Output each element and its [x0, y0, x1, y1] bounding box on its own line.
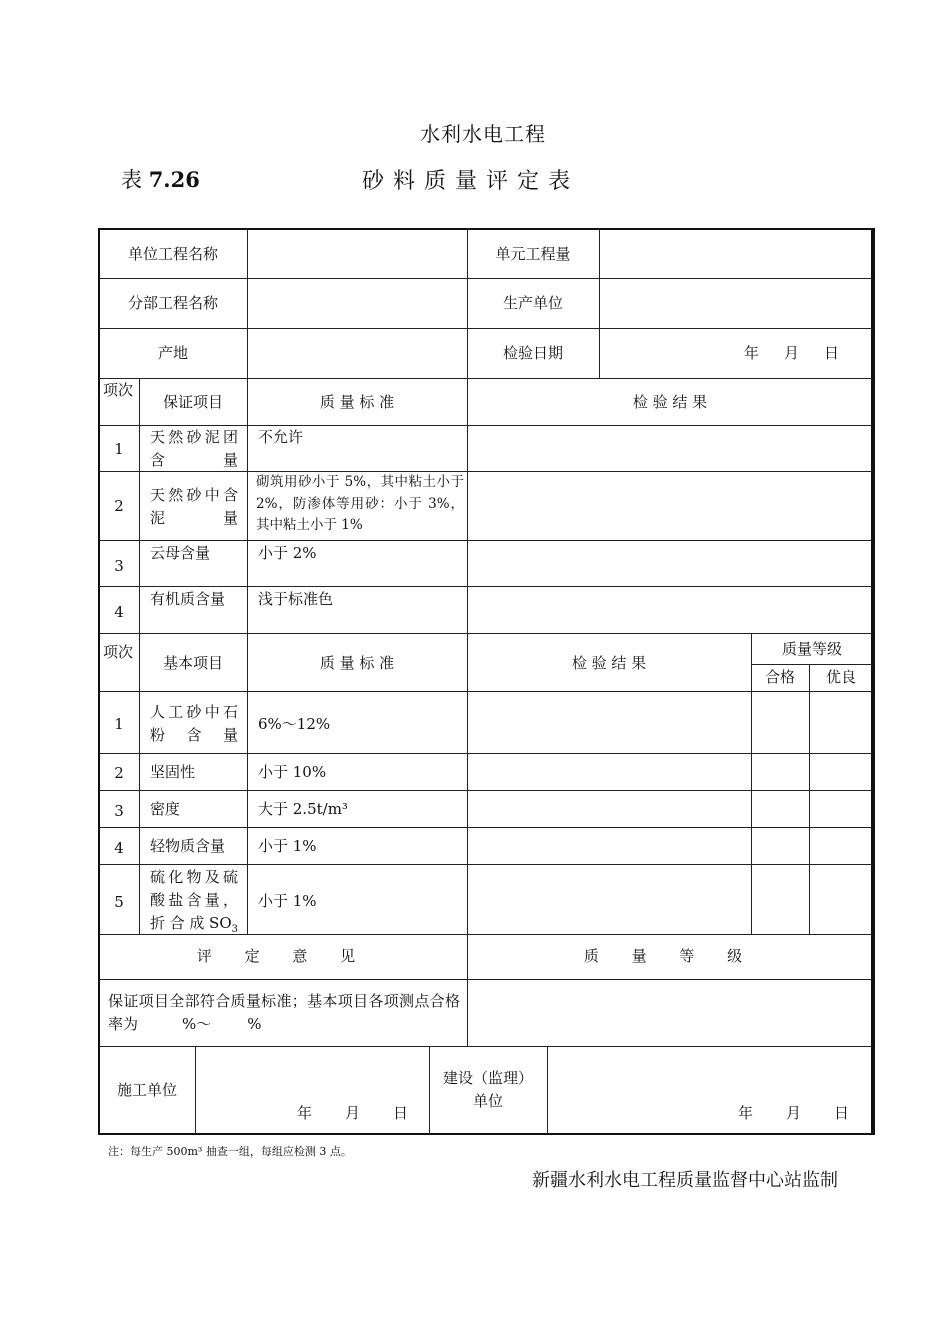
basic-row-2-standard: 小于 10% [258, 763, 327, 781]
form-table-double-border [873, 228, 875, 1135]
supervision-unit-label-2: 单位 [472, 1092, 503, 1110]
basic-row-2-item: 坚固性 [150, 763, 196, 781]
guarantee-row-1-no: 1 [114, 440, 124, 458]
construction-date-year: 年 [297, 1104, 313, 1122]
evaluation-opinion-text [108, 990, 460, 1036]
supervision-unit-label-1: 建设（监理） [442, 1069, 533, 1087]
inspection-date-label: 检验日期 [502, 344, 563, 362]
guarantee-row-3-item: 云母含量 [150, 544, 211, 562]
row-line [99, 1046, 873, 1047]
super-title: 水利水电工程 [420, 122, 546, 146]
basic-col-item: 基本项目 [162, 654, 223, 672]
page-title: 砂料质量评定表 [362, 169, 580, 194]
division-project-name-label: 分部工程名称 [127, 294, 218, 312]
row-line [99, 633, 873, 634]
basic-col-standard: 质 量 标 准 [319, 654, 395, 672]
construction-date-day: 日 [393, 1104, 409, 1122]
col-line [547, 1046, 548, 1134]
construction-date-month: 月 [345, 1104, 361, 1122]
guarantee-col-no: 项次 [103, 381, 134, 399]
supervision-date-day: 日 [834, 1104, 850, 1122]
table-number-value: 7.26 [148, 167, 200, 192]
basic-row-4-standard: 小于 1% [258, 837, 317, 855]
guarantee-row-4-standard: 浅于标准色 [258, 590, 334, 608]
guarantee-row-1-standard: 不允许 [258, 428, 304, 446]
guarantee-row-2-item: 天然砂中含泥量 [150, 486, 238, 527]
row-line [99, 378, 873, 379]
basic-row-1-item: 人工砂中石粉含量 [150, 703, 238, 744]
row-line [99, 827, 873, 828]
evaluation-opinion-sentence: 保证项目全部符合质量标准；基本项目各项测点合格率为 [108, 992, 460, 1033]
guarantee-col-standard: 质 量 标 准 [319, 393, 395, 411]
basic-col-pass: 合格 [764, 668, 795, 686]
row-line [99, 586, 873, 587]
basic-row-3-no: 3 [114, 802, 124, 820]
basic-row-1-standard: 6%～12% [258, 715, 331, 733]
guarantee-col-item: 保证项目 [162, 393, 223, 411]
evaluation-grade-label: 质 量 等 级 [583, 947, 757, 965]
supervision-date-month: 月 [786, 1104, 802, 1122]
basic-row-4-item: 轻物质含量 [150, 837, 226, 855]
row-line [99, 278, 873, 279]
row-line [99, 753, 873, 754]
row-line [99, 979, 873, 980]
col-line [809, 664, 810, 934]
guarantee-row-2-no: 2 [114, 497, 124, 515]
col-line [195, 1046, 196, 1134]
guarantee-row-4-item: 有机质含量 [150, 590, 226, 608]
date-day: 日 [824, 344, 840, 362]
supervision-date-year: 年 [738, 1104, 754, 1122]
issuer-footer: 新疆水利水电工程质量监督中心站监制 [532, 1170, 838, 1191]
producer-label: 生产单位 [502, 294, 563, 312]
row-line [99, 790, 873, 791]
basic-row-1-no: 1 [114, 715, 124, 733]
unit-project-name-label: 单位工程名称 [127, 245, 218, 263]
basic-row-2-no: 2 [114, 764, 124, 782]
guarantee-row-4-no: 4 [114, 603, 124, 621]
row-line [99, 328, 873, 329]
basic-row-3-item: 密度 [150, 800, 181, 818]
table-number [121, 164, 200, 194]
basic-row-5-no: 5 [114, 893, 124, 911]
row-line [99, 540, 873, 541]
element-quantity-label: 单元工程量 [495, 245, 571, 263]
row-line [99, 864, 873, 865]
basic-row-5-item [150, 866, 238, 941]
basic-row-3-standard: 大于 2.5t/m³ [258, 800, 348, 818]
guarantee-col-result: 检 验 结 果 [632, 393, 708, 411]
date-year: 年 [744, 344, 760, 362]
date-month: 月 [784, 344, 800, 362]
basic-col-no: 项次 [103, 643, 134, 661]
col-line [247, 229, 248, 379]
basic-col-grade: 质量等级 [781, 640, 842, 658]
guarantee-row-3-standard: 小于 2% [258, 544, 317, 562]
guarantee-row-3-no: 3 [114, 557, 124, 575]
evaluation-pct-1: %～ [182, 1015, 212, 1033]
row-line [751, 664, 873, 665]
evaluation-pct-2: % [247, 1015, 262, 1033]
origin-label: 产地 [157, 344, 188, 362]
footnote: 注：每生产 500m³ 抽查一组，每组应检测 3 点。 [108, 1145, 352, 1158]
col-line [599, 229, 600, 379]
evaluation-opinion-label: 评 定 意 见 [196, 947, 370, 965]
construction-unit-label: 施工单位 [116, 1081, 177, 1099]
basic-row-5-item-text: 硫化物及硫酸盐含量，折合成SO [150, 868, 238, 932]
basic-col-result: 检 验 结 果 [571, 654, 647, 672]
row-line [99, 691, 873, 692]
table-number-prefix: 表 [121, 168, 142, 192]
guarantee-row-2-standard: 砌筑用砂小于 5%，其中粘土小于 2%，防渗体等用砂：小于 3%，其中粘土小于 1% [256, 474, 464, 533]
basic-row-5-standard: 小于 1% [258, 892, 317, 910]
basic-row-4-no: 4 [114, 839, 124, 857]
basic-col-good: 优良 [825, 668, 856, 686]
guarantee-row-1-item: 天然砂泥团含量 [150, 428, 238, 469]
basic-row-5-item-subscript: 3 [231, 924, 238, 935]
